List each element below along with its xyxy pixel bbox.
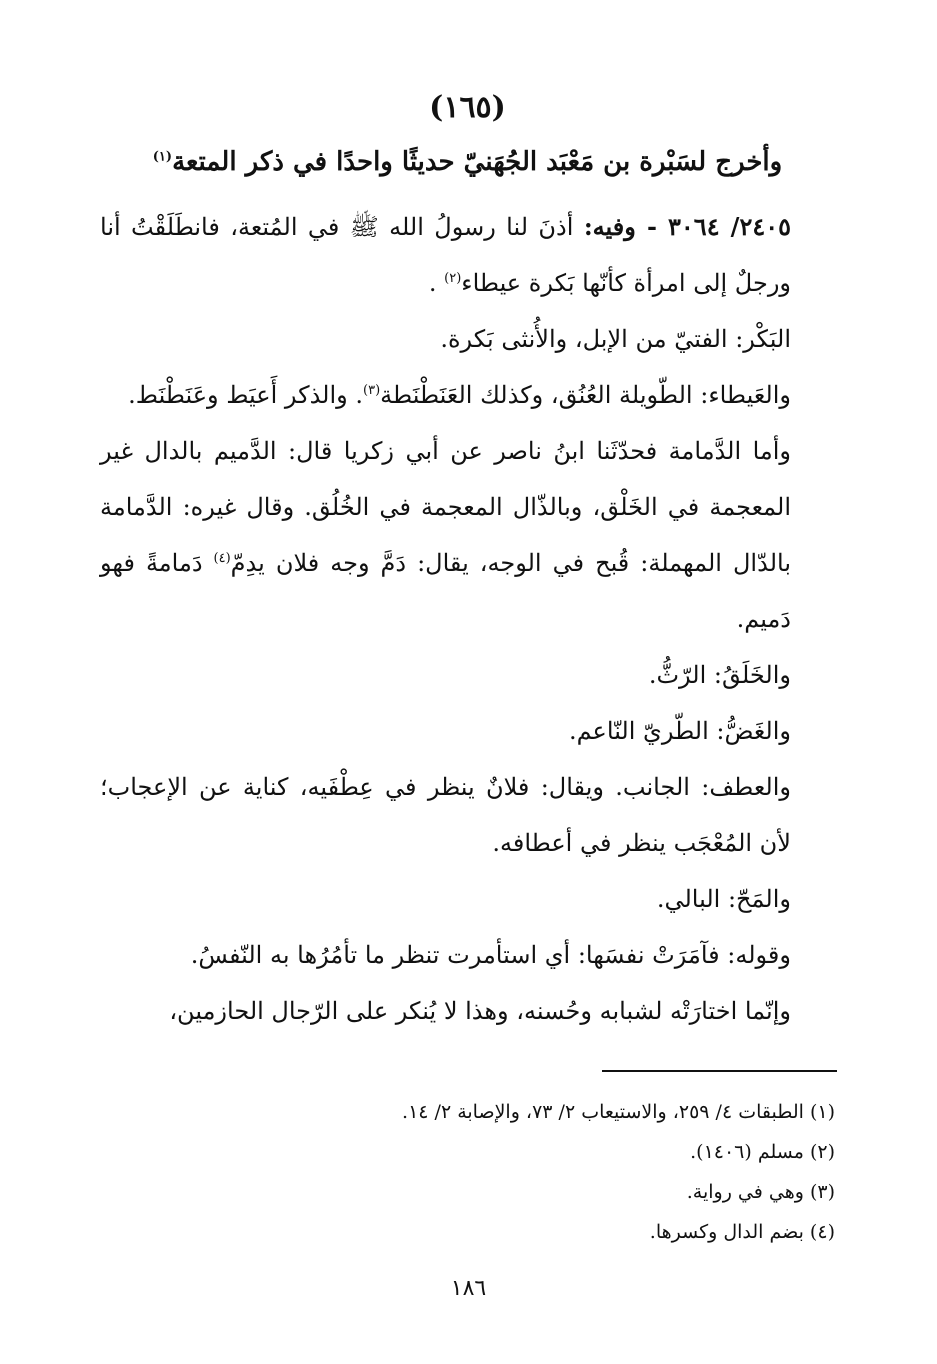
page-number: ١٨٦ xyxy=(450,1276,487,1301)
footnote-ref-4: (٤) xyxy=(213,551,231,566)
footnote-3: (٣) وهي في رواية. xyxy=(686,1181,835,1203)
gloss-ghadd: والغَضُّ: الطّريّ النّاعم. xyxy=(568,717,791,745)
footnote-divider xyxy=(602,1070,837,1072)
gloss-aytaa-b: . والذكر أَعيَط وعَنَطْنَط. xyxy=(128,381,364,409)
gloss-bakr: البَكْر: الفتيّ من الإبل، والأُنثى بَكرة. xyxy=(440,325,791,353)
heading-text: وأخرج لسَبْرة بن مَعْبَد الجُهَنيّ حديثًا واحدًا في ذكر المتعة xyxy=(172,147,783,177)
gloss-khalaq: والخَلَقُ: الرّثُّ. xyxy=(648,661,791,689)
hadith-text xyxy=(100,199,835,311)
page-body xyxy=(100,90,835,1039)
hadith-reference: ٢٤٠٥/ ٣٠٦٤ - وفيه: xyxy=(583,212,792,241)
commentary-text: وإنّما اختارَتْه لشبابه وحُسنه، وهذا لا يُنكر على الرّجال الحازمين، xyxy=(169,997,791,1025)
gloss-aytaa-a: والعَيطاء: الطّويلة العُنُق، وكذلك العَنَطْنَطة xyxy=(380,381,791,409)
gloss-aytaa xyxy=(100,367,835,423)
heading-footnote-ref: (١) xyxy=(152,149,173,165)
footnote-ref-2: (٢) xyxy=(444,271,462,286)
hadith-end: . xyxy=(428,269,445,297)
gloss-damama-b: دَمامةً فهو دَميم. xyxy=(100,549,791,633)
footnote-1: (١) الطبقات ٤/ ٢٥٩، والاستيعاب ٢/ ٧٣، والإصابة ٢/ ١٤. xyxy=(402,1101,835,1123)
gloss-damama-a: وأما الدَّمامة فحدّثَنا ابنُ ناصر عن أبي زكريا قال: الدَّميم بالدال غير المعجمة في الخَلْق، وبالذّال المعجمة في الخُلُق. وقال غيره: الدَّمامة بالدّال المهملة: قُبح في الوجه، يقال: دَمَّ وجه فلان يدِمّ xyxy=(100,437,791,577)
gloss-damama xyxy=(100,423,835,647)
footnote-2: (٢) مسلم (١٤٠٦). xyxy=(690,1141,835,1163)
hadith-body: أذنَ لنا رسولُ الله ﷺ في المُتعة، فانطَلَقْتُ أنا ورجلٌ إلى امرأة كأنّها بَكرة عيطاء xyxy=(100,213,791,297)
footnotes xyxy=(100,1092,835,1252)
chapter-heading xyxy=(100,147,835,177)
footnote-ref-3: (٣) xyxy=(363,383,381,398)
gloss-amarat: وقوله: فآمَرَتْ نفسَها: أي استأمرت تنظر ما تأمُرُها به النّفسُ. xyxy=(190,941,791,969)
footnote-4: (٤) بضم الدال وكسرها. xyxy=(649,1221,835,1243)
hadith-number: (١٦٥) xyxy=(429,90,506,125)
gloss-atf: والعطف: الجانب. ويقال: فلانٌ ينظر في عِطْفَيه، كناية عن الإعجاب؛ لأن المُعْجَب ينظر في أعطافه. xyxy=(100,773,791,857)
gloss-mahh: والمَحّ: البالي. xyxy=(656,885,791,913)
